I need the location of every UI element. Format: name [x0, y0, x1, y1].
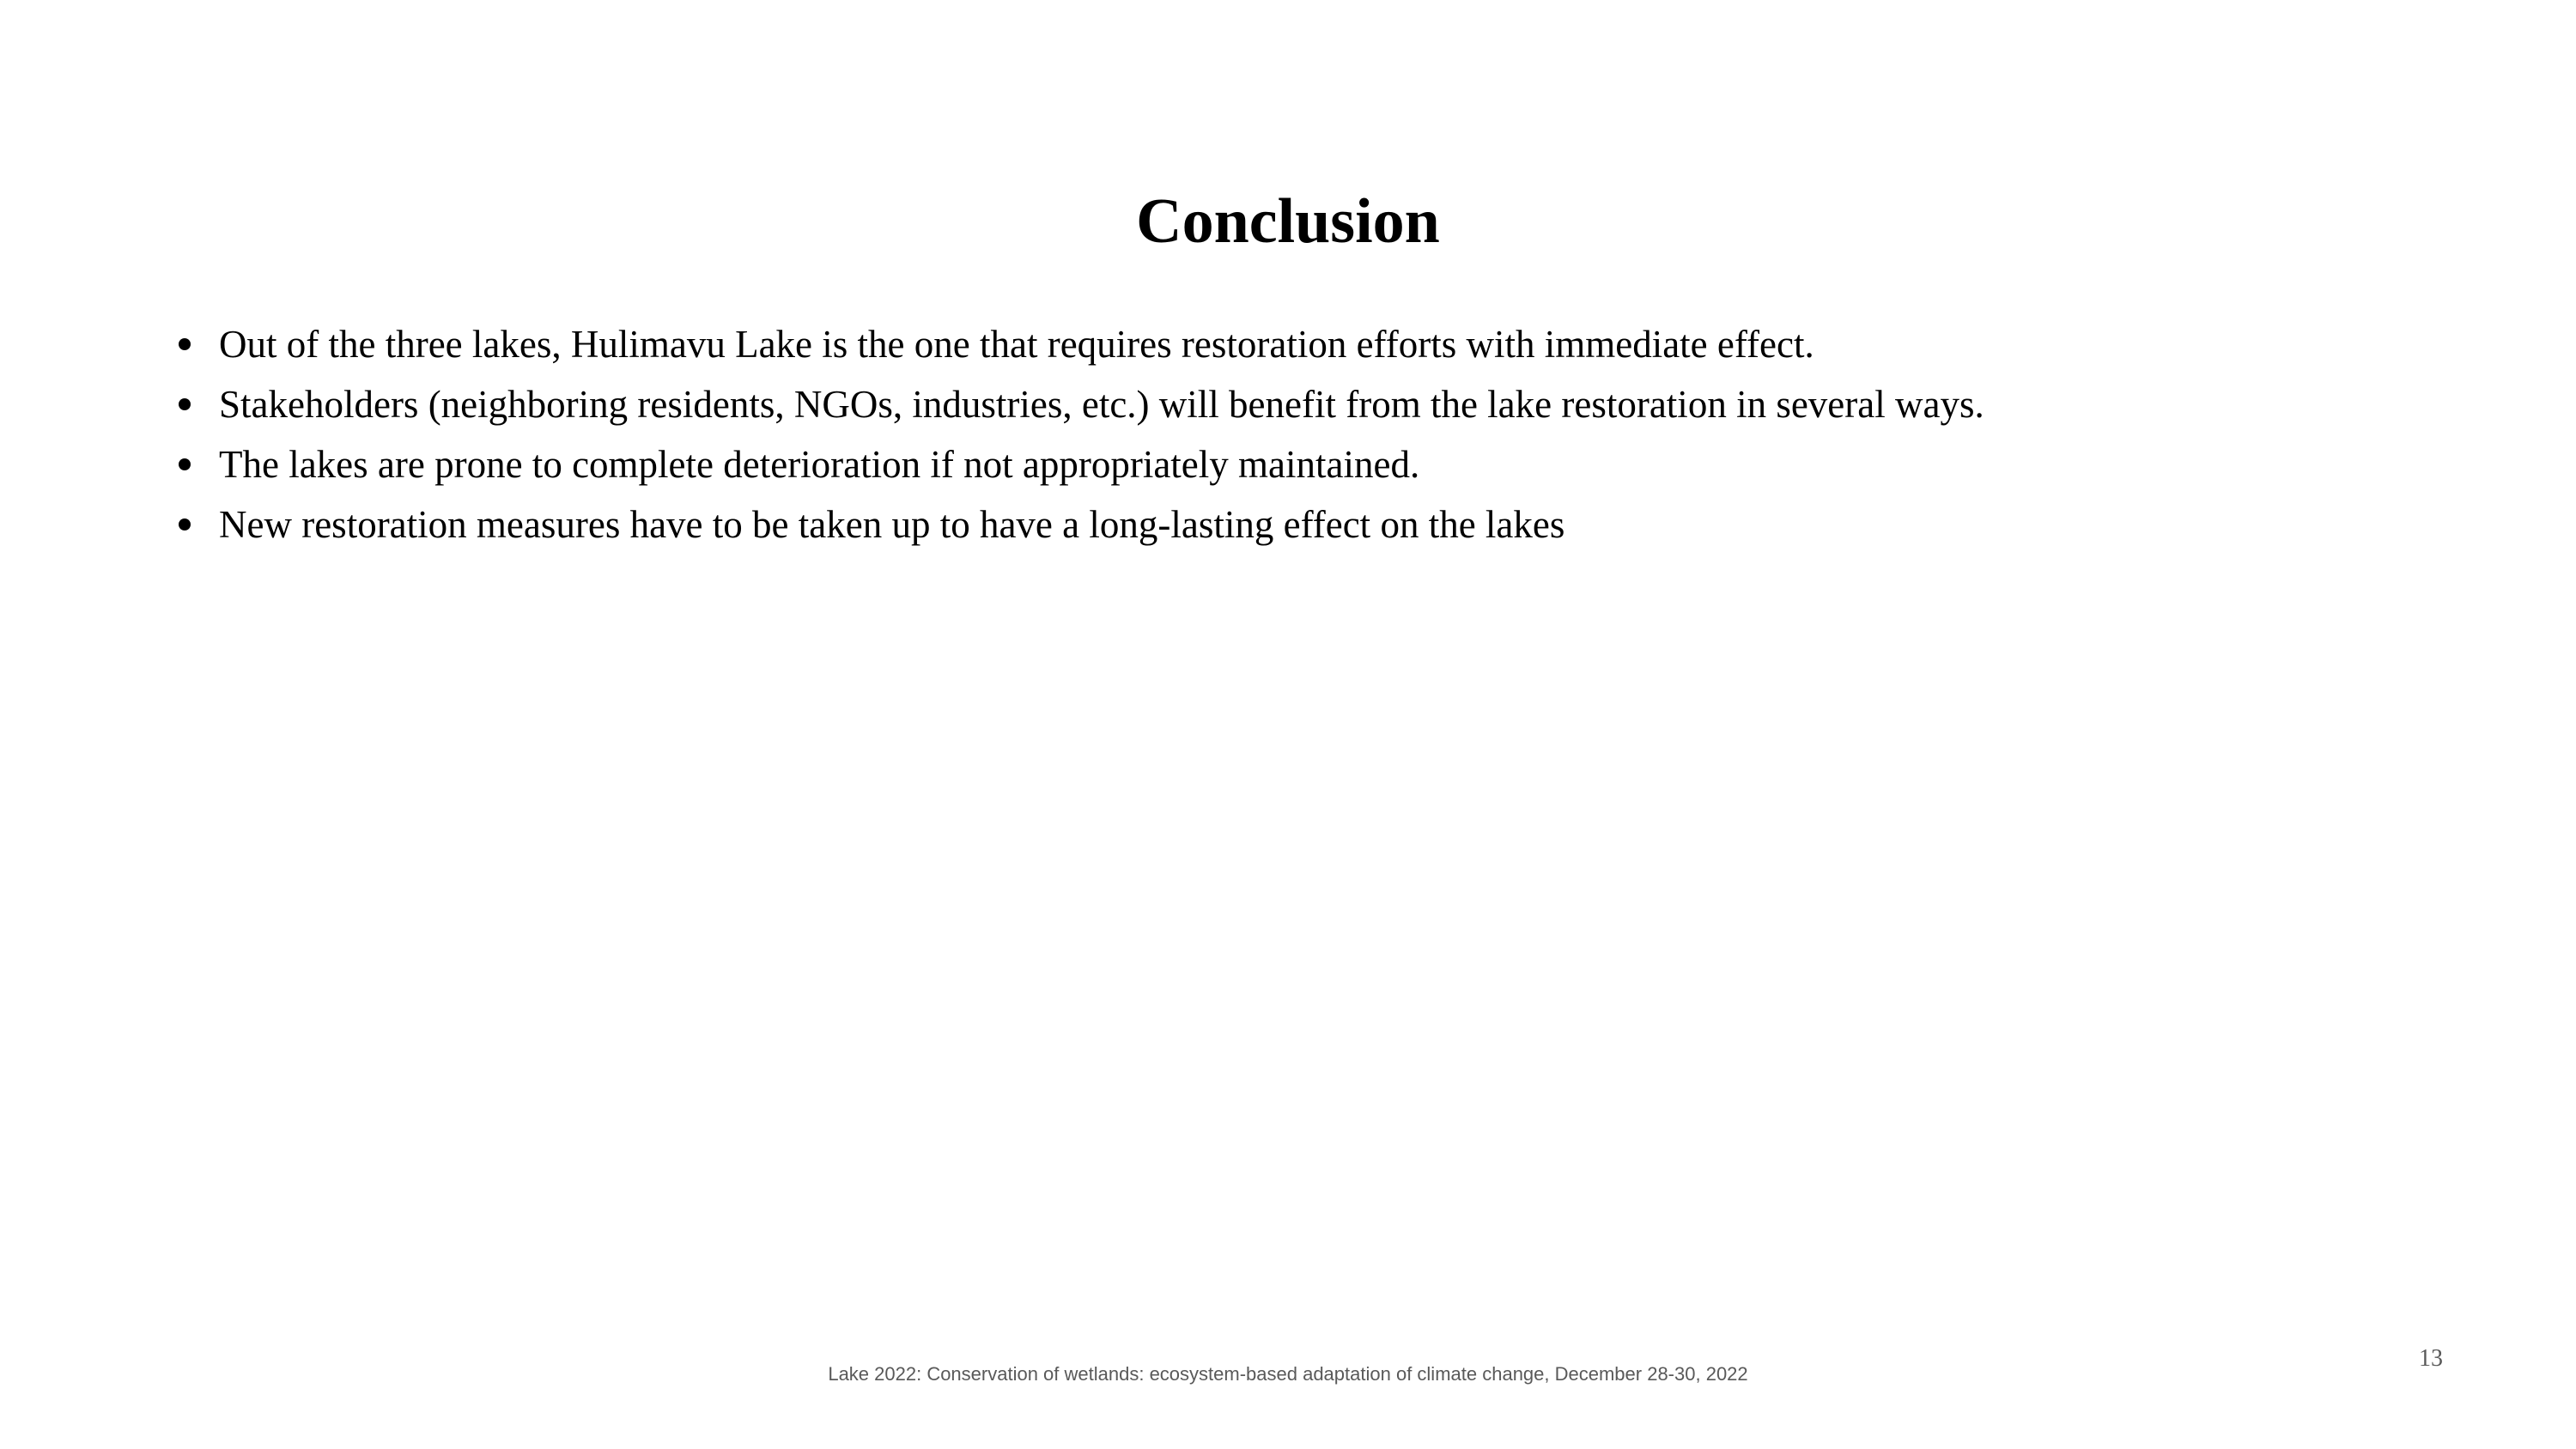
slide-title: Conclusion: [1136, 185, 1440, 257]
footer-citation: Lake 2022: Conservation of wetlands: ecosystem-based adaptation of climate change, December 28-30, 2022: [828, 1363, 1748, 1385]
bullet-list: [179, 314, 1984, 555]
bullet-item: Stakeholders (neighboring residents, NGOs, industries, etc.) will benefit from the lake restoration in several ways.: [179, 374, 1984, 434]
bullet-item: Out of the three lakes, Hulimavu Lake is the one that requires restoration efforts with immediate effect.: [179, 314, 1984, 374]
page-number: 13: [2419, 1345, 2443, 1372]
bullet-item: The lakes are prone to complete deterioration if not appropriately maintained.: [179, 434, 1984, 494]
bullet-item: New restoration measures have to be taken up to have a long-lasting effect on the lakes: [179, 494, 1984, 555]
